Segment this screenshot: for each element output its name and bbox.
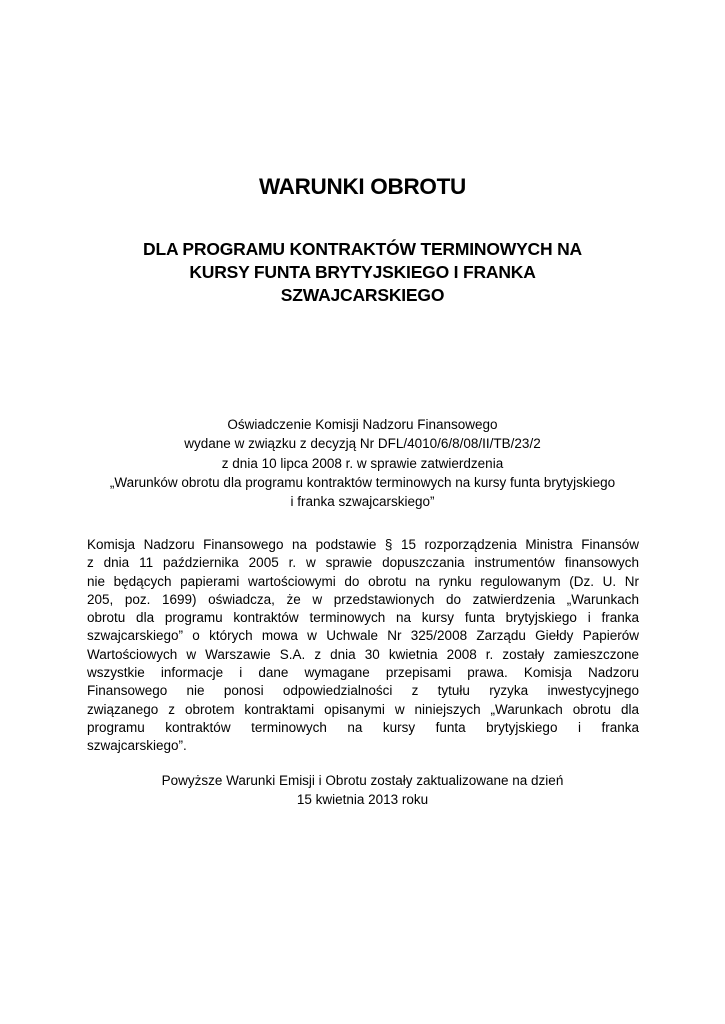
statement-line: „Warunków obrotu dla programu kontraktów terminowych na kursy funta brytyjskiego (109, 474, 616, 490)
body-line: z dnia 11 października 2005 r. w sprawie dopuszczania instrumentów finansowych (87, 555, 639, 571)
body-line: Finansowego nie ponosi odpowiedzialności z tytułu ryzyka inwestycyjnego (87, 683, 639, 699)
body-paragraph (87, 536, 639, 756)
statement-line: wydane w związku z decyzją Nr DFL/4010/6/8/08/II/TB/23/2 (184, 436, 541, 452)
body-line: wszystkie informacje i dane wymagane przepisami prawa. Komisja Nadzoru (87, 665, 639, 681)
document-title: WARUNKI OBROTU (258, 174, 467, 199)
subtitle-line: SZWAJCARSKIEGO (280, 285, 445, 305)
document-subtitle (100, 238, 625, 307)
statement-line: Oświadczenie Komisji Nadzoru Finansowego (227, 417, 498, 432)
body-line: programu kontraktów terminowych na kursy funta brytyjskiego i franka (87, 719, 639, 735)
update-line: Powyższe Warunki Emisji i Obrotu zostały zaktualizowane na dzień (161, 773, 564, 788)
statement-line: i franka szwajcarskiego” (290, 494, 435, 510)
knf-statement (70, 415, 655, 511)
body-line: Komisja Nadzoru Finansowego na podstawie § 15 rozporządzenia Ministra Finansów (87, 537, 639, 552)
statement-line: z dnia 10 lipca 2008 r. w sprawie zatwierdzenia (221, 455, 504, 471)
update-note (70, 772, 655, 809)
subtitle-line: DLA PROGRAMU KONTRAKTÓW TERMINOWYCH NA (143, 239, 582, 259)
body-line: Wartościowych w Warszawie S.A. z dnia 30 kwietnia 2008 r. zostały zamieszczone (87, 646, 639, 662)
body-line: szwajcarskiego”. (87, 738, 187, 754)
subtitle-line: KURSY FUNTA BRYTYJSKIEGO I FRANKA (189, 262, 536, 282)
body-line: nie będących papierami wartościowymi do obrotu na rynku regulowanym (Dz. U. Nr (87, 573, 639, 589)
body-line: 205, poz. 1699) oświadcza, że w przedstawionych do zatwierdzenia „Warunkach (87, 591, 639, 607)
body-line: związanego z obrotem kontraktami opisanymi w niniejszych „Warunkach obrotu dla (87, 701, 639, 717)
update-line: 15 kwietnia 2013 roku (296, 791, 429, 807)
body-line: obrotu dla programu kontraktów terminowych na kursy funta brytyjskiego i franka (87, 610, 639, 626)
body-line: szwajcarskiego” o których mowa w Uchwale Nr 325/2008 Zarządu Giełdy Papierów (87, 628, 639, 644)
